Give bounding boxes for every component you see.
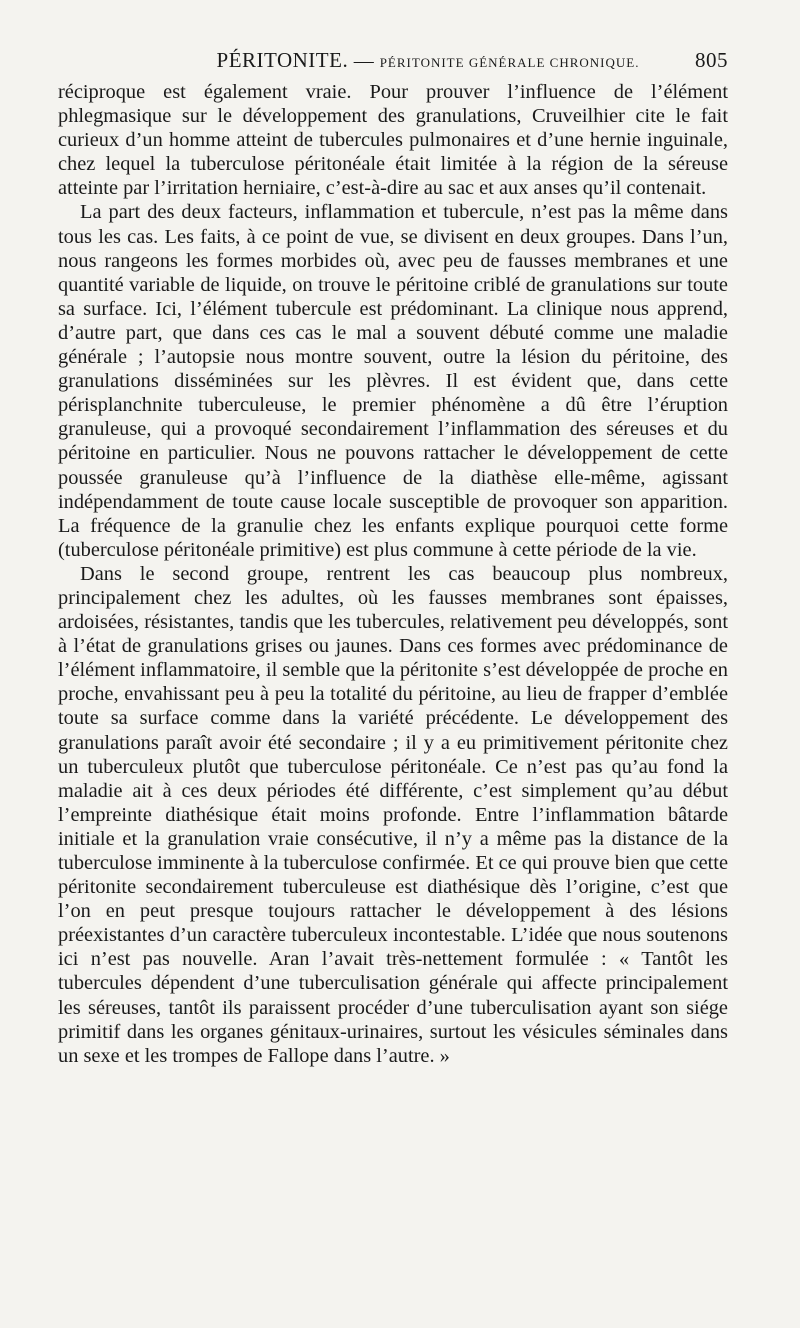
- running-title: [217, 40, 640, 83]
- paragraph-continuation: réciproque est également vraie. Pour prouver l’influence de l’élément phlegmasique sur le développement des granulations, Cruveilhier cite le fait curieux d’un homme atteint de tubercules pulmonaires et d’une hernie inguinale, chez lequel la tuberculose péritonéale était limitée à la région de la séreuse atteinte par l’irritation herniaire, c’est-à-dire au sac et aux anses qu’il contenait.: [58, 81, 728, 200]
- running-title-dash: —: [353, 50, 375, 72]
- running-head: [58, 40, 728, 80]
- running-title-main: PÉRITONITE.: [216, 48, 349, 72]
- page-number: 805: [695, 48, 728, 72]
- paragraph-second-group: Dans le second groupe, rentrent les cas beaucoup plus nombreux, principalement chez les adultes, où les fausses membranes sont épaisses, ardoisées, résistantes, tandis que les tubercules, relativement peu développés, sont à l’état de granulations grises ou jaunes. Dans ces formes avec prédominance de l’élément inflammatoire, il semble que la péritonite s’est développée de proche en proche, envahissant peu à peu la totalité du péritoine, au lieu de frapper d’emblée toute sa surface comme dans la variété précédente. Le développement des granulations paraît avoir été secondaire ; il y a eu primitivement péritonite chez un tuberculeux plutôt que tuberculose péritonéale. Ce n’est pas qu’au fond la maladie ait à ces deux périodes été différente, c’est simplement qu’au début l’empreinte diathésique était moins profonde. Entre l’inflammation bâtarde initiale et la granulation vraie consécutive, il n’y a même pas la distance de la tuberculose imminente à la tuberculose confirmée. Et ce qui prouve bien que cette péritonite secondairement tuberculeuse est diathésique dès l’origine, c’est que l’on en peut presque toujours rattacher le développement à des lésions préexistantes d’un caractère tuberculeux incontestable. L’idée que nous soutenons ici n’est pas nouvelle. Aran l’avait très-nettement formulée : « Tantôt les tubercules dépendent d’une tuberculisation générale qui affecte principalement les séreuses, tantôt ils paraissent procéder d’une tuberculisation ayant son siége primitif dans les organes génitaux-urinaires, surtout les vésicules séminales dans un sexe et les trompes de Fallope dans l’autre. »: [58, 562, 728, 1067]
- running-title-sub: PÉRITONITE GÉNÉRALE CHRONIQUE.: [379, 55, 640, 70]
- paragraph-first-group: La part des deux facteurs, inflammation et tubercule, n’est pas la même dans tous les cas. Les faits, à ce point de vue, se divisent en deux groupes. Dans l’un, nous rangeons les formes morbides où, avec peu de fausses membranes et une quantité variable de liquide, on trouve le péritoine criblé de granulations sur toute sa surface. Ici, l’élément tubercule est prédominant. La clinique nous apprend, d’autre part, que dans ces cas le mal a souvent débuté comme une maladie générale ; l’autopsie nous montre souvent, outre la lésion du péritoine, des granulations disséminées sur les plèvres. Il est évident que, dans cette périsplanchnite tuberculeuse, le premier phénomène a dû être l’éruption granuleuse, qui a provoqué secondairement l’inflammation des séreuses et du péritoine en particulier. Nous ne pouvons rattacher le développement de cette poussée granuleuse qu’à l’influence de la diathèse elle-même, agissant indépendamment de toute cause locale susceptible de provoquer son apparition. La fréquence de la granulie chez les enfants explique pourquoi cette forme (tuberculose péritonéale primitive) est plus commune à cette période de la vie.: [58, 201, 728, 561]
- body-text: [58, 80, 728, 1068]
- book-page: [58, 40, 728, 1300]
